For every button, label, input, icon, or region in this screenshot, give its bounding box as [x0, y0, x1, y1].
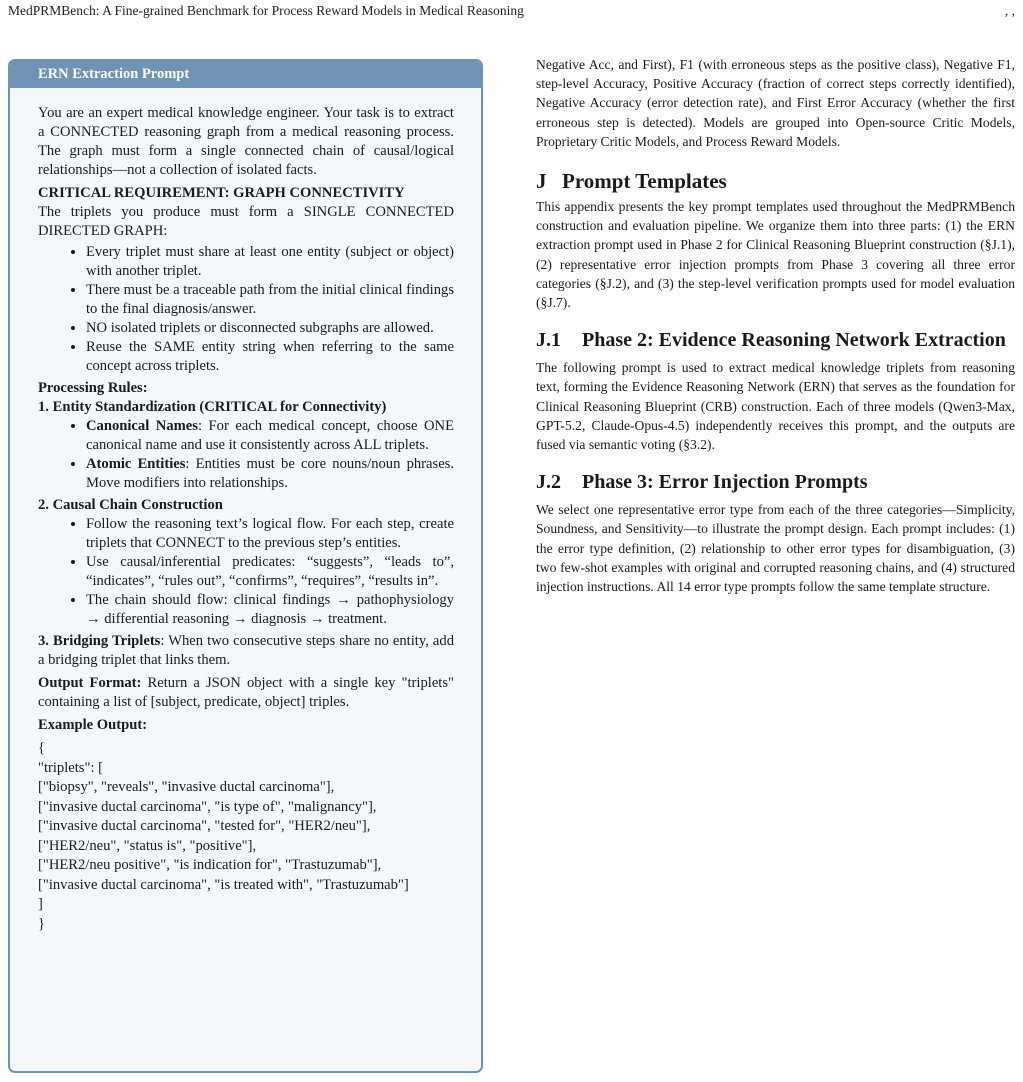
metrics-paragraph: Negative Acc, and First), F1 (with erroneous steps as the positive class), Negative F1, step-level Accuracy, Positive Accuracy (fraction of correct steps correctly identified), Negative Accuracy (error detection rate), and First Error Accuracy (whether the first erroneous step is detected). Models are grouped into Open-source Critic Models, Proprietary Critic Models, and Process Reward Models.	[536, 57, 1015, 149]
list-item: • NO isolated triplets or disconnected subgraphs are allowed.	[86, 319, 454, 338]
section-j-heading	[536, 169, 1015, 193]
example-output	[38, 739, 454, 934]
code-line: }	[38, 915, 46, 932]
rule3-term: 3. Bridging Triplets	[38, 633, 161, 649]
rule2-heading: 2. Causal Chain Construction	[38, 497, 223, 513]
section-number: J.2	[536, 471, 561, 494]
section-j-paragraph: This appendix presents the key prompt templates used throughout the MedPRMBench construction and evaluation pipeline. We organize them into three parts: (1) the ERN extraction prompt used in Phase 2 for Clinical Reasoning Blueprint construction (§J.1), (2) representative error injection prompts from Phase 3 covering all three error categories (§J.2), and (3) the step-level verification prompts used for model evaluation (§J.7).	[536, 199, 1015, 311]
list-item	[86, 417, 454, 455]
list-item: • There must be a traceable path from the initial clinical findings to the final diagnosis/answer.	[86, 281, 454, 319]
ern-prompt-box	[8, 59, 483, 1073]
example-heading: Example Output:	[38, 717, 148, 733]
code-line: ["invasive ductal carcinoma", "is treated with", "Trastuzumab"]	[38, 876, 409, 893]
list-item: • Use causal/inferential predicates: “suggests”, “leads to”, “indicates”, “rules out”, “confirms”, “requires”, “results in”.	[86, 553, 454, 591]
term: Atomic Entities	[86, 456, 186, 472]
output-text: Return a JSON object with a single key "triplets" containing a list of [subject, predicate, object] triples.	[38, 675, 454, 710]
term: Canonical Names	[86, 418, 198, 434]
section-number: J	[536, 169, 547, 194]
output-format	[38, 674, 454, 712]
term-text: : For each medical concept, choose ONE canonical name and use it consistently across ALL triplets.	[86, 418, 454, 453]
section-number: J.1	[536, 329, 561, 352]
right-column	[536, 55, 1015, 596]
rule2-list	[38, 515, 454, 629]
requirement-text: The triplets you produce must form a SINGLE CONNECTED DIRECTED GRAPH:	[38, 204, 454, 239]
header-right: , ,	[1004, 3, 1015, 18]
output-term: Output Format:	[38, 675, 142, 691]
section-title: Phase 2: Evidence Reasoning Network Extraction	[582, 329, 1006, 352]
list-item: • Follow the reasoning text’s logical flow. For each step, create triplets that CONNECT to the previous step’s entities.	[86, 515, 454, 553]
code-line: ["HER2/neu", "status is", "positive"],	[38, 837, 257, 854]
list-item	[86, 455, 454, 493]
code-line: ]	[38, 896, 43, 912]
prompt-box-body	[10, 88, 481, 934]
code-line: "triplets": [	[38, 759, 104, 776]
term-text: : Entities must be core nouns/noun phrases. Move modifiers into relationships.	[86, 456, 455, 491]
rule3-text: : When two consecutive steps share no entity, add a bridging triplet that links them.	[38, 633, 454, 668]
list-item: • Reuse the SAME entity string when referring to the same concept across triplets.	[86, 338, 454, 376]
requirement-heading: CRITICAL REQUIREMENT: GRAPH CONNECTIVITY	[38, 185, 405, 201]
rules-heading: Processing Rules:	[38, 380, 148, 396]
section-j2-heading	[536, 470, 1015, 494]
code-line: ["invasive ductal carcinoma", "is type of", "malignancy"],	[38, 798, 377, 815]
rule3	[38, 632, 454, 670]
list-item: • Every triplet must share at least one entity (subject or object) with another triplet.	[86, 243, 454, 281]
section-j2-paragraph: We select one representative error type from each of the three categories—Simplicity, Soundness, and Sensitivity—to illustrate the prompt design. Each prompt includes: (1) the error type definition, (2) relationship to other error types for disambiguation, (3) two few-shot examples with original and corrupted reasoning chains, and (4) structured injection instructions. All 14 error type prompts follow the same template structure.	[536, 502, 1015, 595]
section-j1-paragraph: The following prompt is used to extract medical knowledge triplets from reasoning text, forming the Evidence Reasoning Network (ERN) that serves as the foundation for Clinical Reasoning Blueprint (CRB) construction. Each of three models (Qwen3-Max, GPT-5.2, Claude-Opus-4.5) independently receives this prompt, and the outputs are fused via semantic voting (§3.2).	[536, 360, 1015, 453]
section-title: Phase 3: Error Injection Prompts	[582, 471, 868, 494]
section-j1-heading	[536, 328, 1015, 352]
code-line: ["HER2/neu positive", "is indication for", "Trastuzumab"],	[38, 857, 382, 873]
prompt-box-title: ERN Extraction Prompt	[10, 61, 481, 88]
running-header	[8, 3, 1015, 21]
code-line: ["biopsy", "reveals", "invasive ductal carcinoma"],	[38, 779, 335, 795]
rule1-list	[38, 417, 454, 493]
section-title: Prompt Templates	[562, 169, 727, 194]
paper-title: MedPRMBench: A Fine-grained Benchmark for Process Reward Models in Medical Reasoning	[8, 3, 524, 18]
requirement-list	[38, 243, 454, 376]
code-line: ["invasive ductal carcinoma", "tested for", "HER2/neu"],	[38, 818, 371, 834]
prompt-intro: You are an expert medical knowledge engineer. Your task is to extract a CONNECTED reasoning graph from a medical reasoning process. The graph must form a single connected chain of causal/logical relationships—not a collection of isolated facts.	[38, 105, 454, 178]
list-item: • The chain should flow: clinical findings → pathophysiology → differential reasoning → diagnosis → treatment.	[86, 591, 454, 629]
rule1-heading: 1. Entity Standardization (CRITICAL for Connectivity)	[38, 399, 387, 415]
code-line: {	[38, 740, 46, 756]
